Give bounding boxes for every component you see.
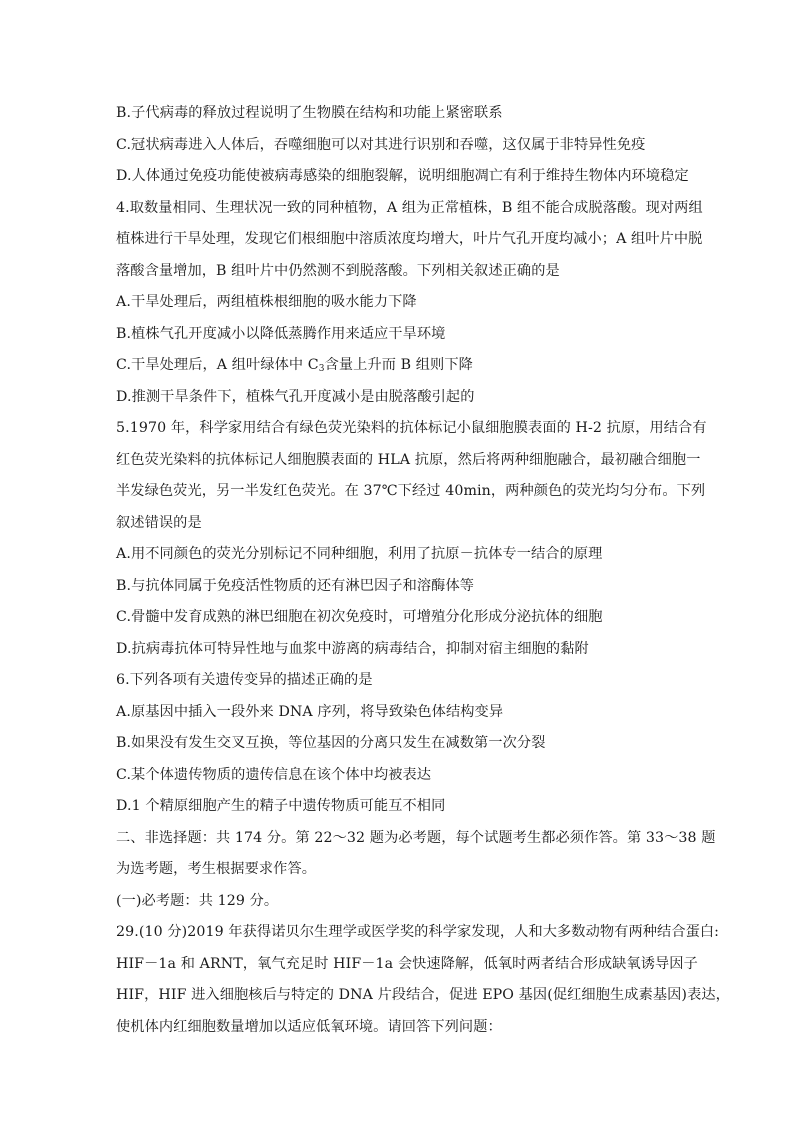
required-questions-heading: (一)必考题：共 129 分。 [116, 892, 279, 909]
exam-page [116, 98, 730, 1043]
q5-stem-line-3: 半发绿色荧光，另一半发红色荧光。在 37℃下经过 40min，两种颜色的荧光均匀分布。下列 [116, 483, 706, 499]
q5-stem-line-4: 叙述错误的是 [116, 514, 202, 531]
q29-stem-line-1: 29.(10 分)2019 年获得诺贝尔生理学或医学奖的科学家发现，人和大多数动物有两种结合蛋白: [116, 924, 720, 940]
q5-option-b: B.与抗体同属于免疫活性物质的还有淋巴因子和溶酶体等 [116, 577, 475, 594]
q5-option-a: A.用不同颜色的荧光分别标记不同种细胞，利用了抗原－抗体专一结合的原理 [116, 546, 603, 562]
q29-stem-line-4: 使机体内红细胞数量增加以适应低氧环境。请回答下列问题： [116, 1018, 502, 1035]
section2-heading-line-1: 二、非选择题：共 174 分。第 22～32 题为必考题，每个试题考生都必须作答。第 33～38 题 [116, 829, 716, 846]
q3-option-c: C.冠状病毒进入人体后，吞噬细胞可以对其进行识别和吞噬，这仅属于非特异性免疫 [116, 136, 646, 153]
q4-option-c [116, 350, 686, 382]
q29-stem-line-2: HIF－1a 和 ARNT，氧气充足时 HIF－1a 会快速降解，低氧时两者结合形成缺氧诱导因子 [116, 955, 698, 972]
q4-option-c-sub: 3 [318, 364, 325, 374]
q6-option-c: C.某个体遗传物质的遗传信息在该个体中均被表达 [116, 766, 432, 783]
q3-option-d: D.人体通过免疫功能使被病毒感染的细胞裂解，说明细胞凋亡有利于维持生物体内环境稳定 [116, 168, 689, 184]
q4-stem-line-1: 4.取数量相同、生理状况一致的同种植物，A 组为正常植株，B 组不能合成脱落酸。现对两组 [116, 199, 703, 216]
q5-stem-line-1: 5.1970 年，科学家用结合有绿色荧光染料的抗体标记小鼠细胞膜表面的 H-2 抗原，用结合有 [116, 420, 707, 436]
q4-option-d: D.推测干旱条件下，植株气孔开度减小是由脱落酸引起的 [116, 388, 475, 405]
q4-stem-line-3: 落酸含量增加，B 组叶片中仍然测不到脱落酸。下列相关叙述正确的是 [116, 262, 560, 279]
q6-stem: 6.下列各项有关遗传变异的描述正确的是 [116, 672, 373, 688]
q4-option-a: A.干旱处理后，两组植株根细胞的吸水能力下降 [116, 294, 417, 310]
q5-option-d: D.抗病毒抗体可特异性地与血浆中游离的病毒结合，抑制对宿主细胞的黏附 [116, 640, 589, 657]
q6-option-b: B.如果没有发生交叉互换，等位基因的分离只发生在减数第一次分裂 [116, 735, 546, 751]
q4-option-b: B.植株气孔开度减小以降低蒸腾作用来适应干旱环境 [116, 325, 446, 342]
q5-option-c: C.骨髓中发育成熟的淋巴细胞在初次免疫时，可增殖分化形成分泌抗体的细胞 [116, 609, 603, 625]
q4-stem-line-2: 植株进行干旱处理，发现它们根细胞中溶质浓度均增大，叶片气孔开度均减小；A 组叶片中脱 [116, 231, 703, 247]
q5-stem-line-2: 红色荧光染料的抗体标记人细胞膜表面的 HLA 抗原，然后将两种细胞融合，最初融合细胞一 [116, 451, 701, 468]
q29-stem-line-3: HIF，HIF 进入细胞核后与特定的 DNA 片段结合，促进 EPO 基因(促红细胞生成素基因)表达， [116, 987, 730, 1003]
q3-option-b: B.子代病毒的释放过程说明了生物膜在结构和功能上紧密联系 [116, 105, 503, 121]
q6-option-a: A.原基因中插入一段外来 DNA 序列，将导致染色体结构变异 [116, 703, 504, 720]
section2-heading-line-2: 为选考题，考生根据要求作答。 [116, 861, 317, 877]
q4-option-c-post: 含量上升而 B 组则下降 [324, 357, 473, 373]
q4-option-c-pre: C.干旱处理后，A 组叶绿体中 C [116, 357, 319, 373]
q6-option-d: D.1 个精原细胞产生的精子中遗传物质可能互不相同 [116, 798, 446, 814]
